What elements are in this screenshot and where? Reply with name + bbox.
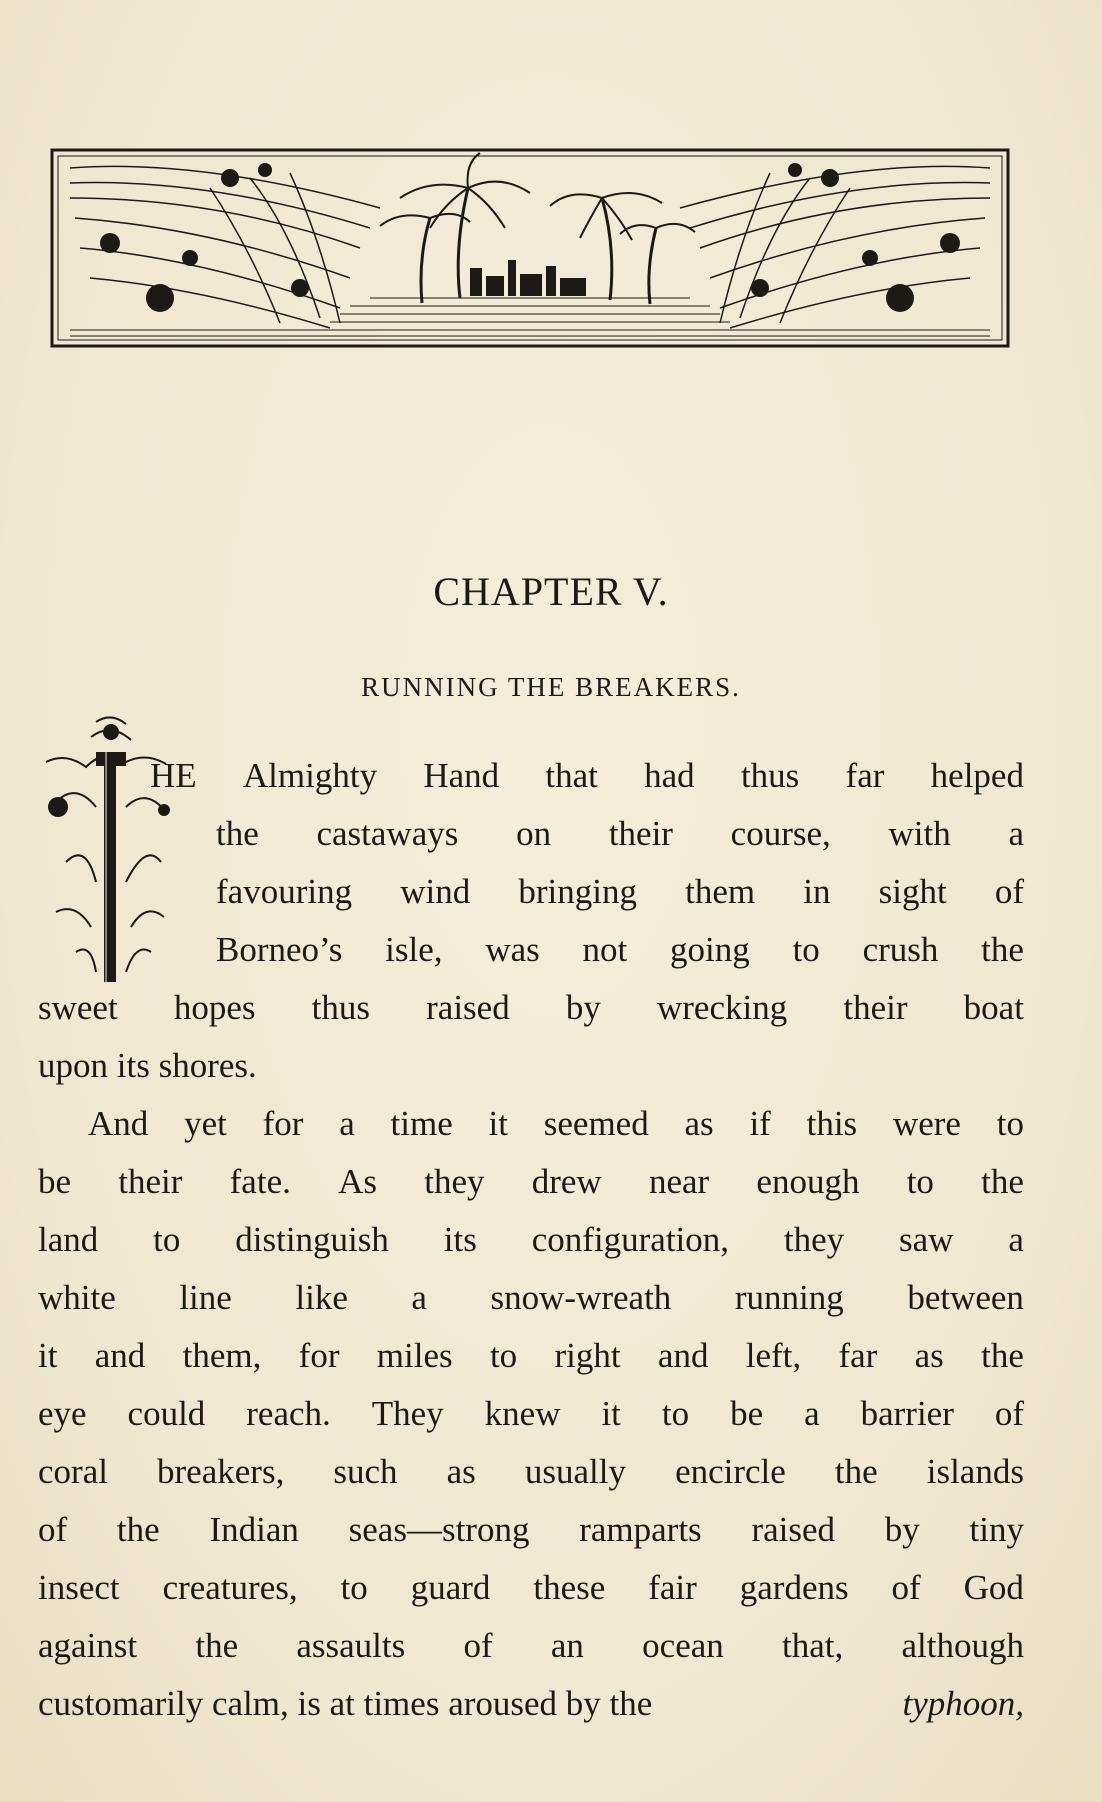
chapter-title: CHAPTER V. <box>433 569 669 614</box>
text-line: upon its shores. <box>38 1046 257 1085</box>
text-line: against the assaults of an ocean that, although <box>38 1626 1024 1665</box>
text-line: eye could reach. They knew it to be a barrier of <box>38 1394 1024 1433</box>
text-line: be their fate. As they drew near enough to the <box>38 1162 1024 1201</box>
text-line: white line like a snow-wreath running between <box>38 1278 1024 1317</box>
thistle-ornament-icon <box>36 712 186 992</box>
text-line: of the Indian seas—strong ramparts raised by tiny <box>38 1510 1024 1549</box>
text-line: Borneo’s isle, was not going to crush the <box>216 930 1024 969</box>
ornamental-drop-cap <box>36 712 186 992</box>
text-line-final <box>38 1686 1024 1721</box>
text-line: it and them, for miles to right and left, far as the <box>38 1336 1024 1375</box>
tropical-landscape-engraving <box>50 148 1010 348</box>
text-line: And yet for a time it seemed as if this were to <box>88 1104 1024 1143</box>
text-line: land to distinguish its configuration, they saw a <box>38 1220 1024 1259</box>
text-line: the castaways on their course, with a <box>216 814 1024 853</box>
text-line: sweet hopes thus raised by wrecking their boat <box>38 988 1024 1027</box>
text-line: HE Almighty Hand that had thus far helped <box>150 756 1024 795</box>
text-line: insect creatures, to guard these fair gardens of God <box>38 1568 1024 1607</box>
text-line: favouring wind bringing them in sight of <box>216 872 1024 911</box>
text-line: coral breakers, such as usually encircle the islands <box>38 1452 1024 1491</box>
headpiece-illustration <box>50 148 1010 348</box>
chapter-subtitle: RUNNING THE BREAKERS. <box>361 672 741 702</box>
text-line-body: customarily calm, is at times aroused by the <box>38 1684 653 1723</box>
italic-word: typhoon, <box>902 1684 1024 1723</box>
